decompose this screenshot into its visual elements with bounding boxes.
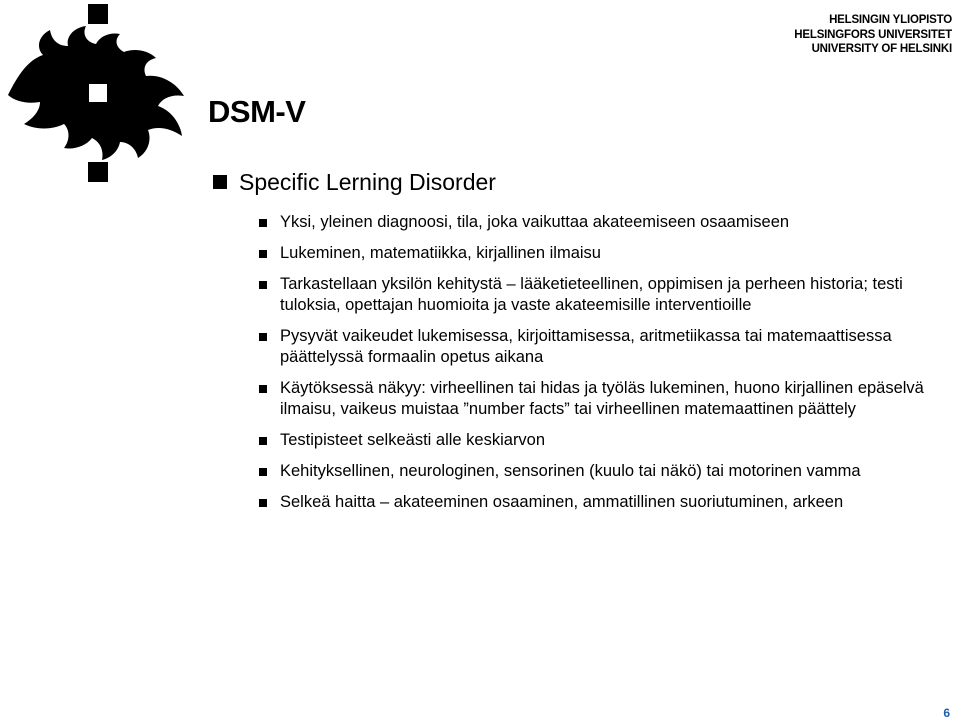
list-item bbox=[256, 243, 956, 264]
list-item-text: Käytöksessä näkyy: virheellinen tai hidas ja työläs lukeminen, huono kirjallinen epäselvä ilmaisu, vaikeus muistaa ”number facts” tai virheellinen matemaattinen päättely bbox=[280, 379, 924, 418]
level1-text: Specific Lerning Disorder bbox=[239, 169, 496, 195]
list-item-text: Kehityksellinen, neurologinen, sensorinen (kuulo tai näkö) tai motorinen vamma bbox=[280, 462, 861, 480]
slide-title: DSM-V bbox=[208, 94, 306, 129]
square-bullet-icon bbox=[259, 250, 267, 258]
square-bullet-icon bbox=[259, 499, 267, 507]
list-item bbox=[256, 326, 956, 368]
bullet-list bbox=[256, 212, 956, 523]
university-flame-logo bbox=[8, 0, 208, 200]
list-item-text: Yksi, yleinen diagnoosi, tila, joka vaikuttaa akateemiseen osaamiseen bbox=[280, 213, 790, 231]
list-item-text: Testipisteet selkeästi alle keskiarvon bbox=[280, 431, 546, 449]
list-item-text: Pysyvät vaikeudet lukemisessa, kirjoittamisessa, aritmetiikassa tai matemaattisessa päättelyssä formaalin opetus aikana bbox=[280, 327, 892, 366]
list-item bbox=[256, 430, 956, 451]
square-bullet-icon bbox=[259, 385, 267, 393]
list-item bbox=[256, 212, 956, 233]
square-bullet-icon bbox=[259, 333, 267, 341]
page-number: 6 bbox=[943, 706, 950, 720]
list-item-text: Selkeä haitta – akateeminen osaaminen, ammatillinen suoriutuminen, arkeen bbox=[280, 493, 844, 511]
list-item-text: Tarkastellaan yksilön kehitystä – lääketieteellinen, oppimisen ja perheen historia; testi tuloksia, opettajan huomioita ja vaste akateemisille interventioille bbox=[280, 275, 903, 314]
university-name-en: UNIVERSITY OF HELSINKI bbox=[811, 43, 952, 55]
university-name-sv: HELSINGFORS UNIVERSITET bbox=[794, 28, 952, 41]
list-item bbox=[256, 274, 956, 316]
flame-logo-icon bbox=[8, 0, 208, 200]
list-item-text: Lukeminen, matematiikka, kirjallinen ilmaisu bbox=[280, 244, 601, 262]
square-bullet-icon bbox=[259, 437, 267, 445]
university-names bbox=[794, 13, 952, 57]
square-bullet-icon bbox=[259, 468, 267, 476]
university-name-fi: HELSINGIN YLIOPISTO bbox=[829, 14, 952, 26]
list-item bbox=[256, 492, 956, 513]
square-bullet-icon bbox=[213, 175, 227, 189]
square-bullet-icon bbox=[259, 281, 267, 289]
level1-bullet bbox=[213, 167, 496, 197]
list-item bbox=[256, 378, 956, 420]
square-bullet-icon bbox=[259, 219, 267, 227]
list-item bbox=[256, 461, 956, 482]
